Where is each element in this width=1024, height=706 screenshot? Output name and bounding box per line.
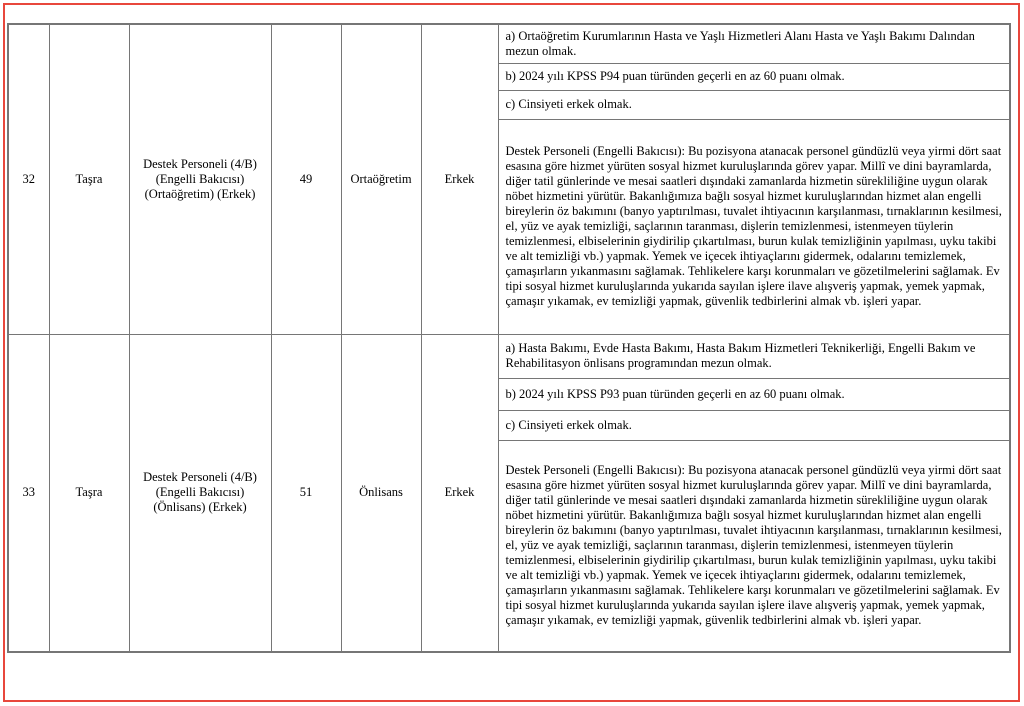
cell-requirement-c: c) Cinsiyeti erkek olmak. <box>498 410 1010 440</box>
table-row <box>8 24 1010 63</box>
cell-count: 51 <box>271 334 341 652</box>
cell-requirement-a: a) Hasta Bakımı, Evde Hasta Bakımı, Hasta Bakım Hizmetleri Teknikerliği, Engelli Bakım ve Rehabilitasyon önlisans programından mezun olmak. <box>498 334 1010 378</box>
cell-requirement-a: a) Ortaöğretim Kurumlarının Hasta ve Yaşlı Hizmetleri Alanı Hasta ve Yaşlı Bakımı Dalından mezun olmak. <box>498 24 1010 63</box>
job-positions-table <box>7 23 1011 653</box>
cell-requirement-c: c) Cinsiyeti erkek olmak. <box>498 90 1010 119</box>
cell-count: 49 <box>271 24 341 334</box>
cell-requirement-b: b) 2024 yılı KPSS P93 puan türünden geçerli en az 60 puanı olmak. <box>498 378 1010 410</box>
cell-requirement-b: b) 2024 yılı KPSS P94 puan türünden geçerli en az 60 puanı olmak. <box>498 63 1010 90</box>
position-title-text: Destek Personeli (4/B) (Engelli Bakıcısı) (Ortaöğretim) (Erkek) <box>143 156 257 201</box>
cell-gender: Erkek <box>421 24 498 334</box>
cell-location: Taşra <box>49 24 129 334</box>
cell-location: Taşra <box>49 334 129 652</box>
cell-gender: Erkek <box>421 334 498 652</box>
cell-position-title <box>129 334 271 652</box>
cell-row-no: 32 <box>8 24 49 334</box>
cell-education: Önlisans <box>341 334 421 652</box>
cell-row-no: 33 <box>8 334 49 652</box>
table-row <box>8 334 1010 378</box>
cell-description: Destek Personeli (Engelli Bakıcısı): Bu pozisyona atanacak personel gündüzlü veya yirmi dört saat esasına göre hizmet yürüten sosyal hizmet kuruluşlarında görev yapar. Millî ve dini bayramlarda, diğer tatil günlerinde ve mesai saatleri dışındaki zamanlarda hizmetin sürekliliğine uygun olarak nöbet hizmetini yürütür. Bakanlığımıza bağlı sosyal hizmet kuruluşlarından hizmet alan engelli bireylerin öz bakımını (banyo yaptırılması, tuvalet ihtiyacının karşılanması, tırnaklarının kesilmesi, el, yüz ve ayak temizliği, saçlarının taranması, dişlerin temizlenmesi, istenmeyen tüylerin temizlenmesi, elbiselerinin giydirilip çıkartılması, burun kulak temizliğinin yapılması, uyku takibi ve alt temizliği vb.) yapmak. Yemek ve içecek ihtiyaçlarını gidermek, odalarını temizlemek, çamaşırların yıkanmasını sağlamak. Tehlikelere karşı korunmaları ve gözetilmelerini sağlamak. Ev tipi sosyal hizmet kuruluşlarında yukarıda sayılan işlere ilave alışveriş yapmak, yemek yapmak, çamaşır yıkamak, ev temizliği yapmak, güvenlik tedbirlerini almak vb. işleri yapar. <box>498 440 1010 652</box>
cell-education: Ortaöğretim <box>341 24 421 334</box>
position-title-text: Destek Personeli (4/B) (Engelli Bakıcısı) (Önlisans) (Erkek) <box>143 470 257 515</box>
cell-position-title <box>129 24 271 334</box>
cell-description: Destek Personeli (Engelli Bakıcısı): Bu pozisyona atanacak personel gündüzlü veya yirmi dört saat esasına göre hizmet yürüten sosyal hizmet kuruluşlarında görev yapar. Millî ve dini bayramlarda, diğer tatil günlerinde ve mesai saatleri dışındaki zamanlarda hizmetin sürekliliğine uygun olarak nöbet hizmetini yürütür. Bakanlığımıza bağlı sosyal hizmet kuruluşlarından hizmet alan engelli bireylerin öz bakımını (banyo yaptırılması, tuvalet ihtiyacının karşılanması, tırnaklarının kesilmesi, el, yüz ve ayak temizliği, saçlarının taranması, dişlerin temizlenmesi, istenmeyen tüylerin temizlenmesi, elbiselerinin giydirilip çıkartılması, burun kulak temizliğinin yapılması, uyku takibi ve alt temizliği vb.) yapmak. Yemek ve içecek ihtiyaçlarını gidermek, odalarını temizlemek, çamaşırların yıkanmasını sağlamak. Tehlikelere karşı korunmaları ve gözetilmelerini sağlamak. Ev tipi sosyal hizmet kuruluşlarında yukarıda sayılan işlere ilave alışveriş yapmak, yemek yapmak, çamaşır yıkamak, ev temizliği yapmak, güvenlik tedbirlerini almak vb. işleri yapar. <box>498 119 1010 334</box>
